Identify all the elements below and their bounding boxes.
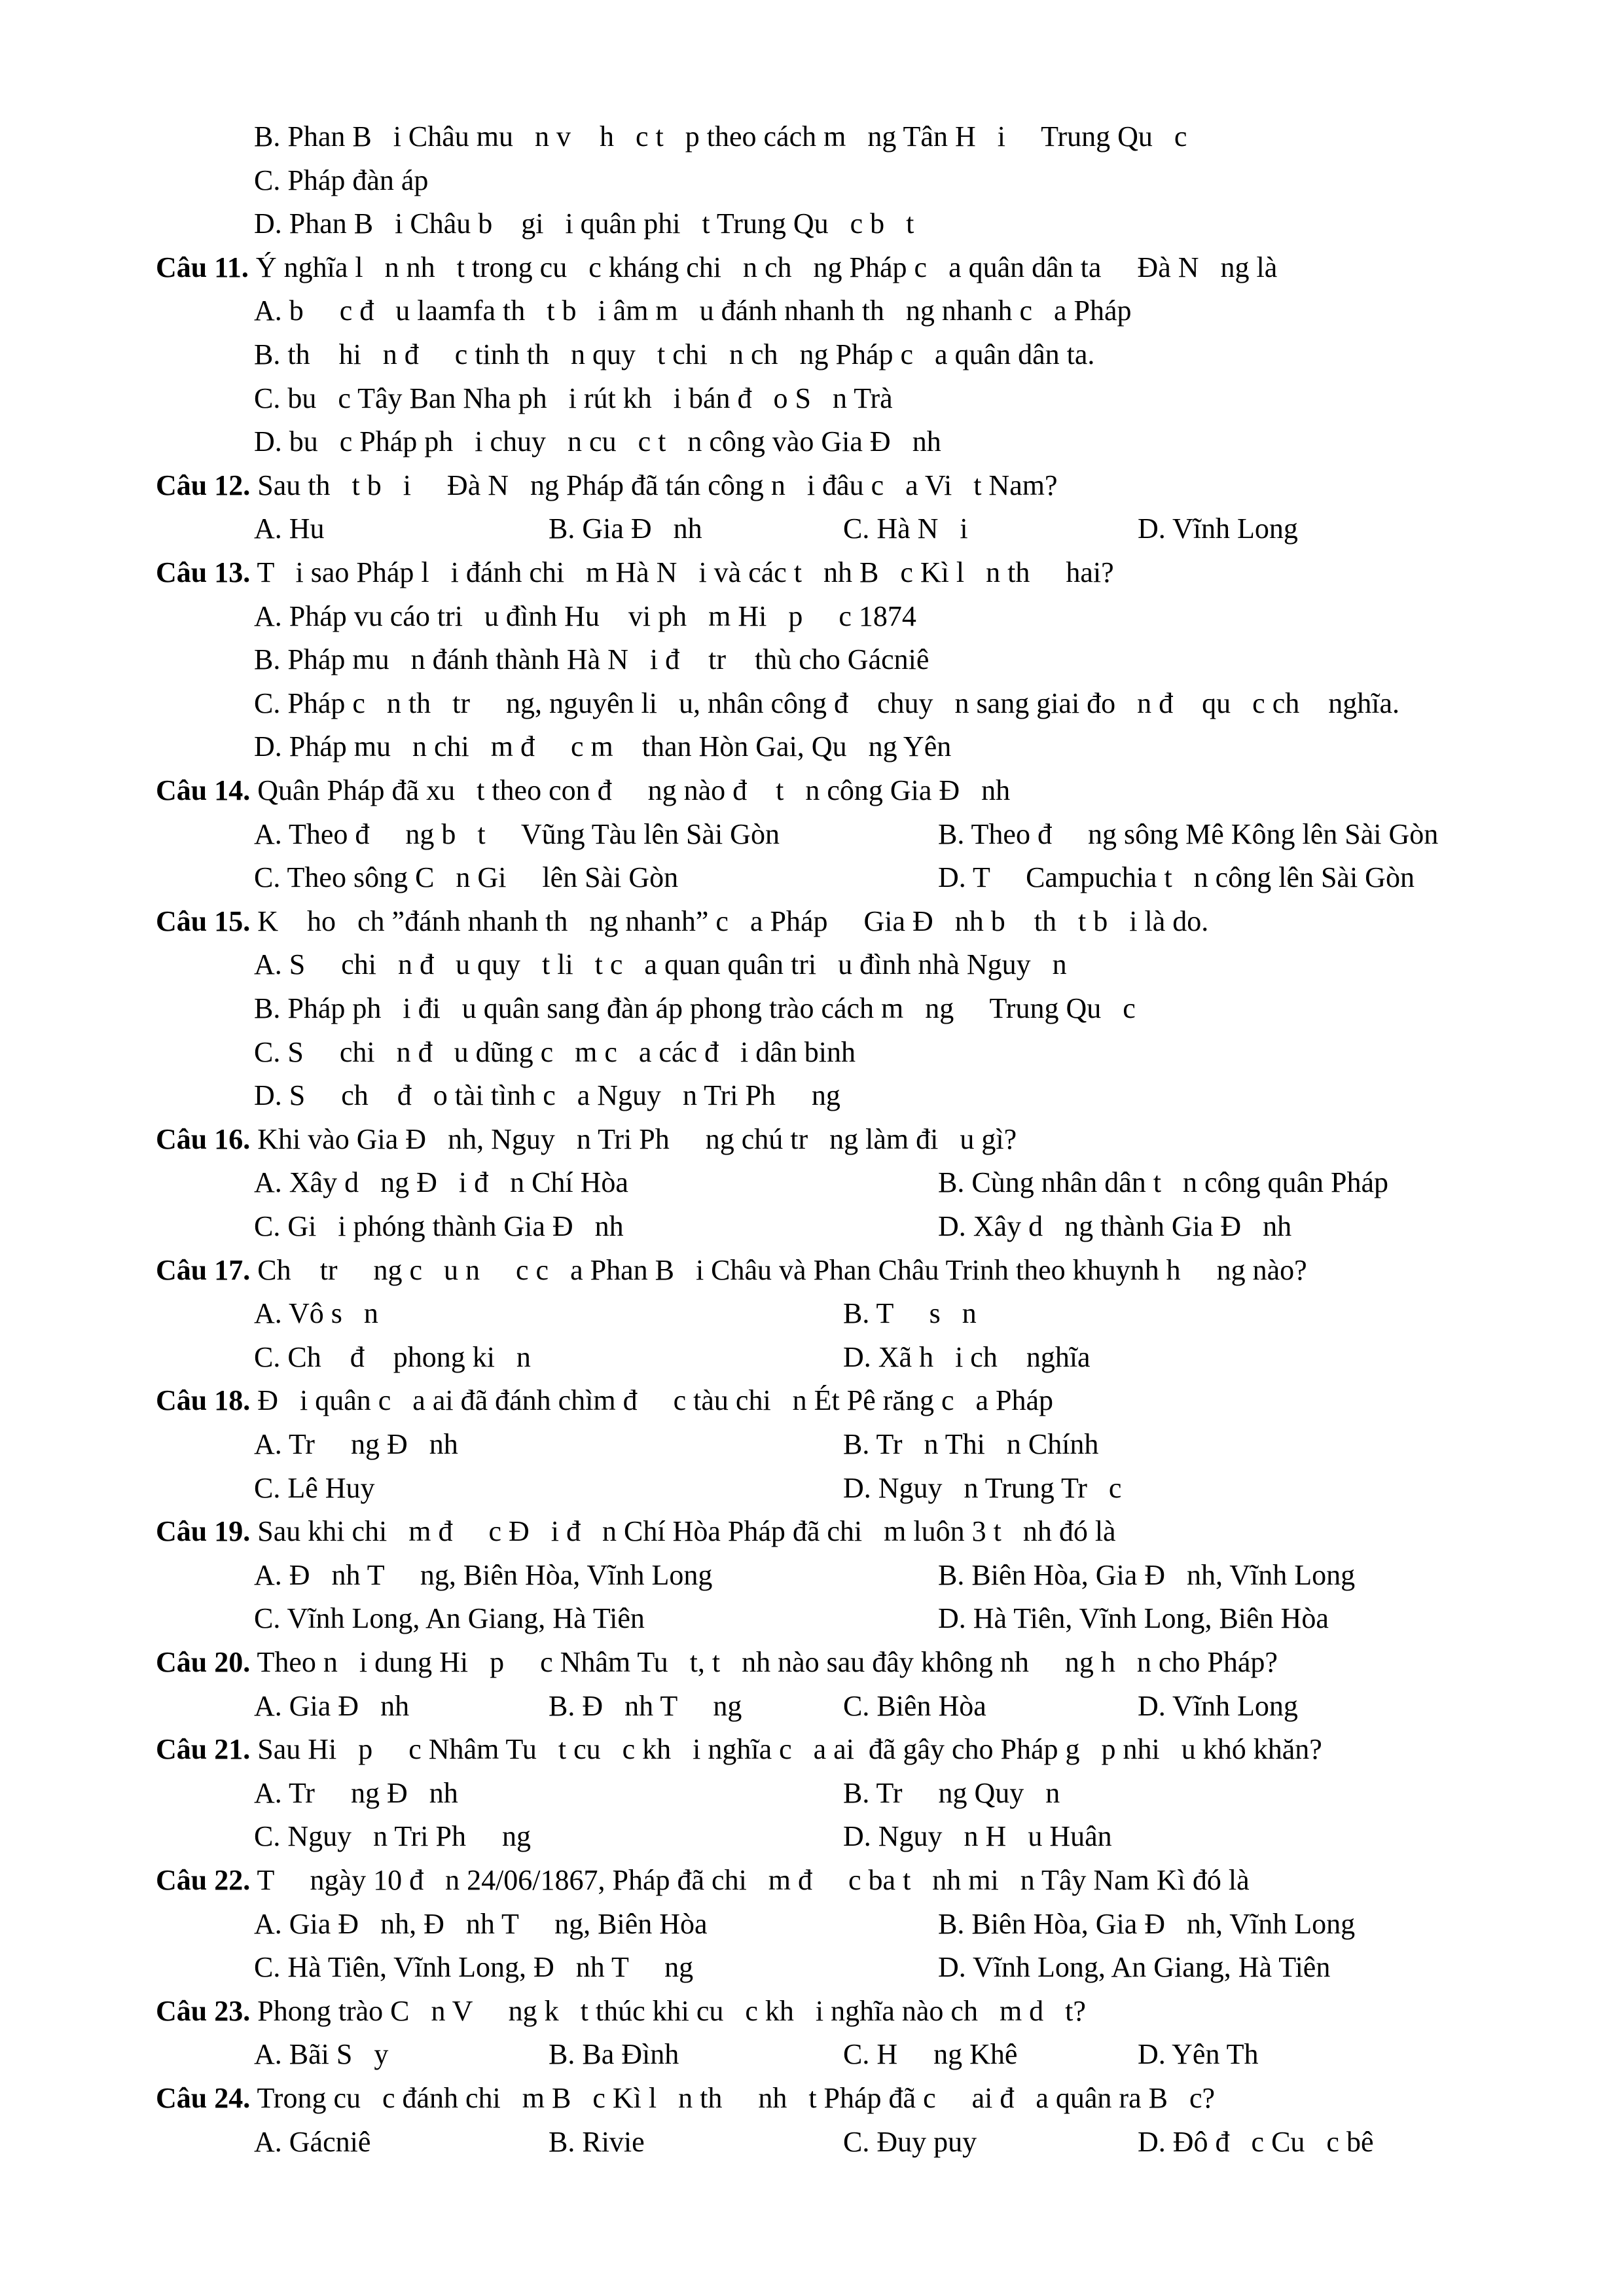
- question-line: [0, 1118, 1624, 1161]
- option-line: [0, 1074, 1624, 1117]
- question-line: [0, 1859, 1624, 1902]
- option-line: [0, 1554, 1624, 1597]
- option-line: [0, 159, 1624, 202]
- answer-option[interactable]: B. Rivie: [549, 2125, 645, 2158]
- answer-option[interactable]: A. Theo đ ng b t Vũng Tàu lên Sài Gòn: [254, 817, 780, 850]
- answer-option[interactable]: C. Pháp đàn áp: [254, 164, 429, 196]
- question-text: [156, 1249, 1307, 1292]
- option-line: [0, 1292, 1624, 1335]
- answer-option[interactable]: A. S chi n đ u quy t li t c a quan quân tri u đình nhà Nguy n: [254, 948, 1067, 981]
- question-text: [156, 1728, 1322, 1771]
- answer-option[interactable]: C. Ch đ phong ki n: [254, 1340, 531, 1373]
- answer-option[interactable]: D. Yên Th: [1138, 2038, 1259, 2071]
- answer-option[interactable]: C. Hà Tiên, Vĩnh Long, Đ nh T ng: [254, 1951, 694, 1984]
- answer-option[interactable]: D. Vĩnh Long, An Giang, Hà Tiên: [938, 1951, 1331, 1984]
- option-line: [0, 2121, 1624, 2164]
- answer-option[interactable]: C. bu c Tây Ban Nha ph i rút kh i bán đ o S n Trà: [254, 382, 893, 414]
- answer-option[interactable]: A. Tr ng Đ nh: [254, 1428, 458, 1460]
- answer-option[interactable]: D. T Campuchia t n công lên Sài Gòn: [938, 861, 1415, 894]
- option-line: [0, 289, 1624, 332]
- answer-option[interactable]: C. H ng Khê: [843, 2038, 1018, 2071]
- answer-option[interactable]: D. bu c Pháp ph i chuy n cu c t n công vào Gia Đ nh: [254, 425, 941, 458]
- question-line: [0, 900, 1624, 943]
- question-text: [156, 246, 1277, 289]
- question-text: [156, 1641, 1278, 1684]
- answer-option[interactable]: D. Đô đ c Cu c bê: [1138, 2125, 1374, 2158]
- answer-option[interactable]: D. Vĩnh Long: [1138, 1689, 1298, 1722]
- option-line: [0, 2033, 1624, 2076]
- option-line: [0, 987, 1624, 1030]
- option-line: [0, 1205, 1624, 1248]
- option-line: [0, 943, 1624, 986]
- question-line: [0, 1249, 1624, 1292]
- option-line: [0, 1815, 1624, 1858]
- question-number: Câu 20.: [156, 1646, 251, 1678]
- answer-option[interactable]: C. S chi n đ u dũng c m c a các đ i dân binh: [254, 1035, 856, 1068]
- question-body: Trong cu c đánh chi m B c Kì l n th nh t Pháp đã c ai đ a quân ra B c?: [250, 2082, 1216, 2114]
- option-line: [0, 1772, 1624, 1815]
- answer-option[interactable]: C. Hà N i: [843, 512, 968, 545]
- question-number: Câu 14.: [156, 774, 251, 806]
- option-line: [0, 507, 1624, 550]
- answer-option[interactable]: A. Gia Đ nh: [254, 1689, 410, 1722]
- question-body: T i sao Pháp l i đánh chi m Hà N i và các t nh B c Kì l n th hai?: [250, 556, 1114, 588]
- question-body: Quân Pháp đã xu t theo con đ ng nào đ t n công Gia Đ nh: [250, 774, 1011, 806]
- option-line: [0, 1423, 1624, 1466]
- answer-option[interactable]: B. Gia Đ nh: [549, 512, 702, 545]
- question-body: Sau Hi p c Nhâm Tu t cu c kh i nghĩa c a ai đã gây cho Pháp g p nhi u khó khăn?: [250, 1733, 1322, 1766]
- answer-option[interactable]: D. Xây d ng thành Gia Đ nh: [938, 1210, 1292, 1242]
- question-line: [0, 1990, 1624, 2033]
- option-line: [0, 377, 1624, 420]
- option-line: [0, 856, 1624, 899]
- answer-option[interactable]: C. Nguy n Tri Ph ng: [254, 1820, 532, 1853]
- option-line: [0, 813, 1624, 856]
- question-body: Phong trào C n V ng k t thúc khi cu c kh i nghĩa nào ch m d t?: [250, 1994, 1086, 2027]
- option-line: [0, 595, 1624, 638]
- answer-option[interactable]: A. Xây d ng Đ i đ n Chí Hòa: [254, 1166, 628, 1199]
- answer-option[interactable]: C. Lê Huy: [254, 1471, 375, 1504]
- answer-option[interactable]: C. Pháp c n th tr ng, nguyên li u, nhân công đ chuy n sang giai đo n đ qu c ch nghĩa.: [254, 687, 1399, 719]
- option-line: [0, 1946, 1624, 1989]
- answer-option[interactable]: B. Ba Đình: [549, 2038, 679, 2071]
- question-body: Ch tr ng c u n c c a Phan B i Châu và Phan Châu Trinh theo khuynh h ng nào?: [250, 1253, 1307, 1286]
- answer-option[interactable]: B. Pháp mu n đánh thành Hà N i đ tr thù cho Gácniê: [254, 643, 929, 676]
- question-text: [156, 1859, 1250, 1902]
- question-text: [156, 1990, 1086, 2033]
- answer-option[interactable]: D. Xã h i ch nghĩa: [843, 1340, 1091, 1373]
- question-number: Câu 18.: [156, 1384, 251, 1417]
- answer-option[interactable]: D. S ch đ o tài tình c a Nguy n Tri Ph ng: [254, 1079, 840, 1112]
- answer-option[interactable]: A. Pháp vu cáo tri u đình Hu vi ph m Hi p c 1874: [254, 600, 916, 632]
- option-line: [0, 1903, 1624, 1946]
- answer-option[interactable]: B. Đ nh T ng: [549, 1689, 742, 1722]
- answer-option[interactable]: D. Phan B i Châu b gi i quân phi t Trung Qu c b t: [254, 207, 914, 240]
- option-line: [0, 333, 1624, 376]
- question-body: K ho ch ”đánh nhanh th ng nhanh” c a Pháp Gia Đ nh b th t b i là do.: [250, 905, 1209, 937]
- question-text: [156, 900, 1208, 943]
- question-number: Câu 19.: [156, 1515, 251, 1548]
- answer-option[interactable]: A. Gácniê: [254, 2125, 371, 2158]
- option-line: [0, 115, 1624, 158]
- option-line: [0, 1597, 1624, 1640]
- answer-option[interactable]: B. Tr ng Quy n: [843, 1776, 1060, 1809]
- answer-option[interactable]: D. Hà Tiên, Vĩnh Long, Biên Hòa: [938, 1602, 1329, 1635]
- option-line: [0, 1467, 1624, 1510]
- question-line: [0, 246, 1624, 289]
- question-number: Câu 11.: [156, 251, 249, 283]
- answer-option[interactable]: C. Đuy puy: [843, 2125, 977, 2158]
- question-body: Khi vào Gia Đ nh, Nguy n Tri Ph ng chú tr ng làm đi u gì?: [250, 1122, 1017, 1155]
- answer-option[interactable]: B. Biên Hòa, Gia Đ nh, Vĩnh Long: [938, 1907, 1356, 1940]
- option-line: [0, 202, 1624, 245]
- answer-option[interactable]: A. Đ nh T ng, Biên Hòa, Vĩnh Long: [254, 1558, 713, 1591]
- question-text: [156, 1510, 1116, 1553]
- question-number: Câu 24.: [156, 2082, 251, 2114]
- question-number: Câu 13.: [156, 556, 251, 588]
- question-number: Câu 17.: [156, 1253, 251, 1286]
- answer-option[interactable]: A. Gia Đ nh, Đ nh T ng, Biên Hòa: [254, 1907, 708, 1940]
- question-number: Câu 23.: [156, 1994, 251, 2027]
- option-line: [0, 725, 1624, 768]
- answer-option[interactable]: D. Pháp mu n chi m đ c m than Hòn Gai, Qu ng Yên: [254, 730, 952, 763]
- question-body: Theo n i dung Hi p c Nhâm Tu t, t nh nào sau đây không nh ng h n cho Pháp?: [250, 1646, 1278, 1678]
- question-line: [0, 769, 1624, 812]
- answer-option[interactable]: A. Bãi S y: [254, 2038, 389, 2071]
- question-text: [156, 1118, 1017, 1161]
- question-number: Câu 21.: [156, 1733, 251, 1766]
- question-number: Câu 16.: [156, 1122, 251, 1155]
- answer-option[interactable]: B. Pháp ph i đi u quân sang đàn áp phong trào cách m ng Trung Qu c: [254, 992, 1136, 1024]
- answer-option[interactable]: B. th hi n đ c tinh th n quy t chi n ch ng Pháp c a quân dân ta.: [254, 338, 1095, 370]
- question-line: [0, 1379, 1624, 1422]
- option-line: [0, 1031, 1624, 1074]
- question-body: Ý nghĩa l n nh t trong cu c kháng chi n ch ng Pháp c a quân dân ta Đà N ng là: [248, 251, 1278, 283]
- answer-option[interactable]: B. T s n: [843, 1297, 977, 1330]
- question-text: [156, 464, 1057, 507]
- question-text: [156, 551, 1114, 594]
- question-text: [156, 1379, 1053, 1422]
- question-number: Câu 22.: [156, 1864, 251, 1896]
- answer-option[interactable]: D. Nguy n H u Huân: [843, 1820, 1112, 1853]
- answer-option[interactable]: C. Theo sông C n Gi lên Sài Gòn: [254, 861, 679, 894]
- answer-option[interactable]: D. Vĩnh Long: [1138, 512, 1298, 545]
- question-body: Sau khi chi m đ c Đ i đ n Chí Hòa Pháp đã chi m luôn 3 t nh đó là: [250, 1515, 1116, 1548]
- answer-option[interactable]: B. Phan B i Châu mu n v h c t p theo cách m ng Tân H i Trung Qu c: [254, 120, 1187, 152]
- question-body: T ngày 10 đ n 24/06/1867, Pháp đã chi m đ c ba t nh mi n Tây Nam Kì đó là: [250, 1864, 1250, 1896]
- answer-option[interactable]: D. Nguy n Trung Tr c: [843, 1471, 1122, 1504]
- option-line: [0, 638, 1624, 681]
- answer-option[interactable]: A. b c đ u laamfa th t b i âm m u đánh nhanh th ng nhanh c a Pháp: [254, 295, 1132, 327]
- answer-option[interactable]: C. Biên Hòa: [843, 1689, 986, 1722]
- question-text: [156, 769, 1010, 812]
- option-line: [0, 1685, 1624, 1728]
- question-line: [0, 1728, 1624, 1771]
- answer-option[interactable]: B. Tr n Thi n Chính: [843, 1428, 1099, 1460]
- answer-option[interactable]: B. Biên Hòa, Gia Đ nh, Vĩnh Long: [938, 1558, 1356, 1591]
- answer-option[interactable]: A. Hu: [254, 512, 325, 545]
- option-line: [0, 1161, 1624, 1204]
- option-line: [0, 420, 1624, 463]
- answer-option[interactable]: B. Cùng nhân dân t n công quân Pháp: [938, 1166, 1389, 1199]
- option-line: [0, 1336, 1624, 1379]
- answer-option[interactable]: B. Theo đ ng sông Mê Kông lên Sài Gòn: [938, 817, 1439, 850]
- question-body: Sau th t b i Đà N ng Pháp đã tán công n i đâu c a Vi t Nam?: [250, 469, 1058, 501]
- option-line: [0, 682, 1624, 725]
- question-line: [0, 1641, 1624, 1684]
- question-text: [156, 2077, 1215, 2120]
- question-line: [0, 551, 1624, 594]
- answer-option[interactable]: C. Vĩnh Long, An Giang, Hà Tiên: [254, 1602, 645, 1635]
- question-number: Câu 12.: [156, 469, 251, 501]
- answer-option[interactable]: A. Vô s n: [254, 1297, 378, 1330]
- answer-option[interactable]: A. Tr ng Đ nh: [254, 1776, 458, 1809]
- question-number: Câu 15.: [156, 905, 251, 937]
- question-line: [0, 2077, 1624, 2120]
- question-line: [0, 1510, 1624, 1553]
- question-line: [0, 464, 1624, 507]
- answer-option[interactable]: C. Gi i phóng thành Gia Đ nh: [254, 1210, 624, 1242]
- question-body: Đ i quân c a ai đã đánh chìm đ c tàu chi n Ét Pê răng c a Pháp: [250, 1384, 1054, 1417]
